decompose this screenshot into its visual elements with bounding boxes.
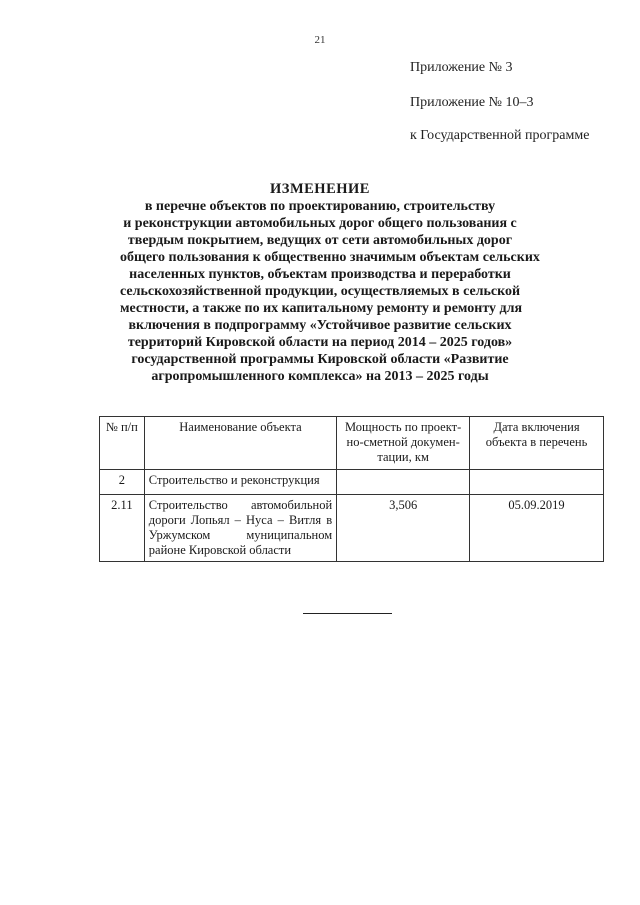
subtitle-line: в перечне объектов по проектированию, строительству	[144, 199, 496, 214]
subtitle-line: включения в подпрограмму «Устойчивое развитие сельских	[128, 318, 512, 333]
subtitle-line: местности, а также по их капитальному ремонту и ремонту для	[120, 301, 523, 316]
item-name-line: районе Кировской области	[148, 543, 292, 557]
table-row-item	[100, 495, 604, 562]
document-subtitle	[120, 198, 540, 385]
cell-item-name	[144, 495, 336, 562]
cell-section-num: 2	[100, 470, 145, 495]
cell-section-date	[470, 470, 604, 495]
table-header-row	[100, 417, 604, 470]
objects-table	[99, 416, 604, 562]
header-power: Мощность по проект-но-сметной докумен-тации, км	[337, 417, 470, 470]
header-name: Наименование объекта	[144, 417, 336, 470]
table-row-section	[100, 470, 604, 495]
subtitle-line: населенных пунктов, объектам производства и переработки	[129, 267, 511, 282]
cell-item-power: 3,506	[337, 495, 470, 562]
subtitle-line: общего пользования к общественно значимым объектам сельских	[120, 250, 540, 265]
cell-section-power	[337, 470, 470, 495]
appendix-line-1: Приложение № 3	[410, 60, 513, 75]
appendix-line-3: к Государственной программе	[410, 128, 590, 143]
subtitle-line: территорий Кировской области на период 2014 – 2025 годов»	[127, 335, 513, 350]
item-name-line: Уржумском муниципальном	[148, 528, 333, 542]
document-title: ИЗМЕНЕНИЕ	[270, 181, 370, 197]
header-date: Дата включения объекта в перечень	[470, 417, 604, 470]
cell-item-num: 2.11	[100, 495, 145, 562]
subtitle-line: твердым покрытием, ведущих от сети автомобильных дорог	[127, 233, 513, 248]
subtitle-line: агропромышленного комплекса» на 2013 – 2025 годы	[151, 369, 489, 384]
header-num: № п/п	[100, 417, 145, 470]
cell-section-name: Строительство и реконструкция	[144, 470, 336, 495]
appendix-line-2: Приложение № 10–3	[410, 95, 534, 110]
subtitle-line: государственной программы Кировской области «Развитие	[131, 352, 509, 367]
subtitle-line: сельскохозяйственной продукции, осуществляемых в сельской	[120, 284, 521, 299]
item-name-line: Строительство автомобильной	[148, 498, 333, 512]
item-name-line: дороги Лопьял – Нуса – Витля в	[148, 513, 333, 527]
page-number: 21	[314, 34, 326, 46]
subtitle-line: и реконструкции автомобильных дорог общего пользования с	[123, 216, 517, 231]
end-divider	[303, 613, 392, 614]
cell-item-date: 05.09.2019	[470, 495, 604, 562]
